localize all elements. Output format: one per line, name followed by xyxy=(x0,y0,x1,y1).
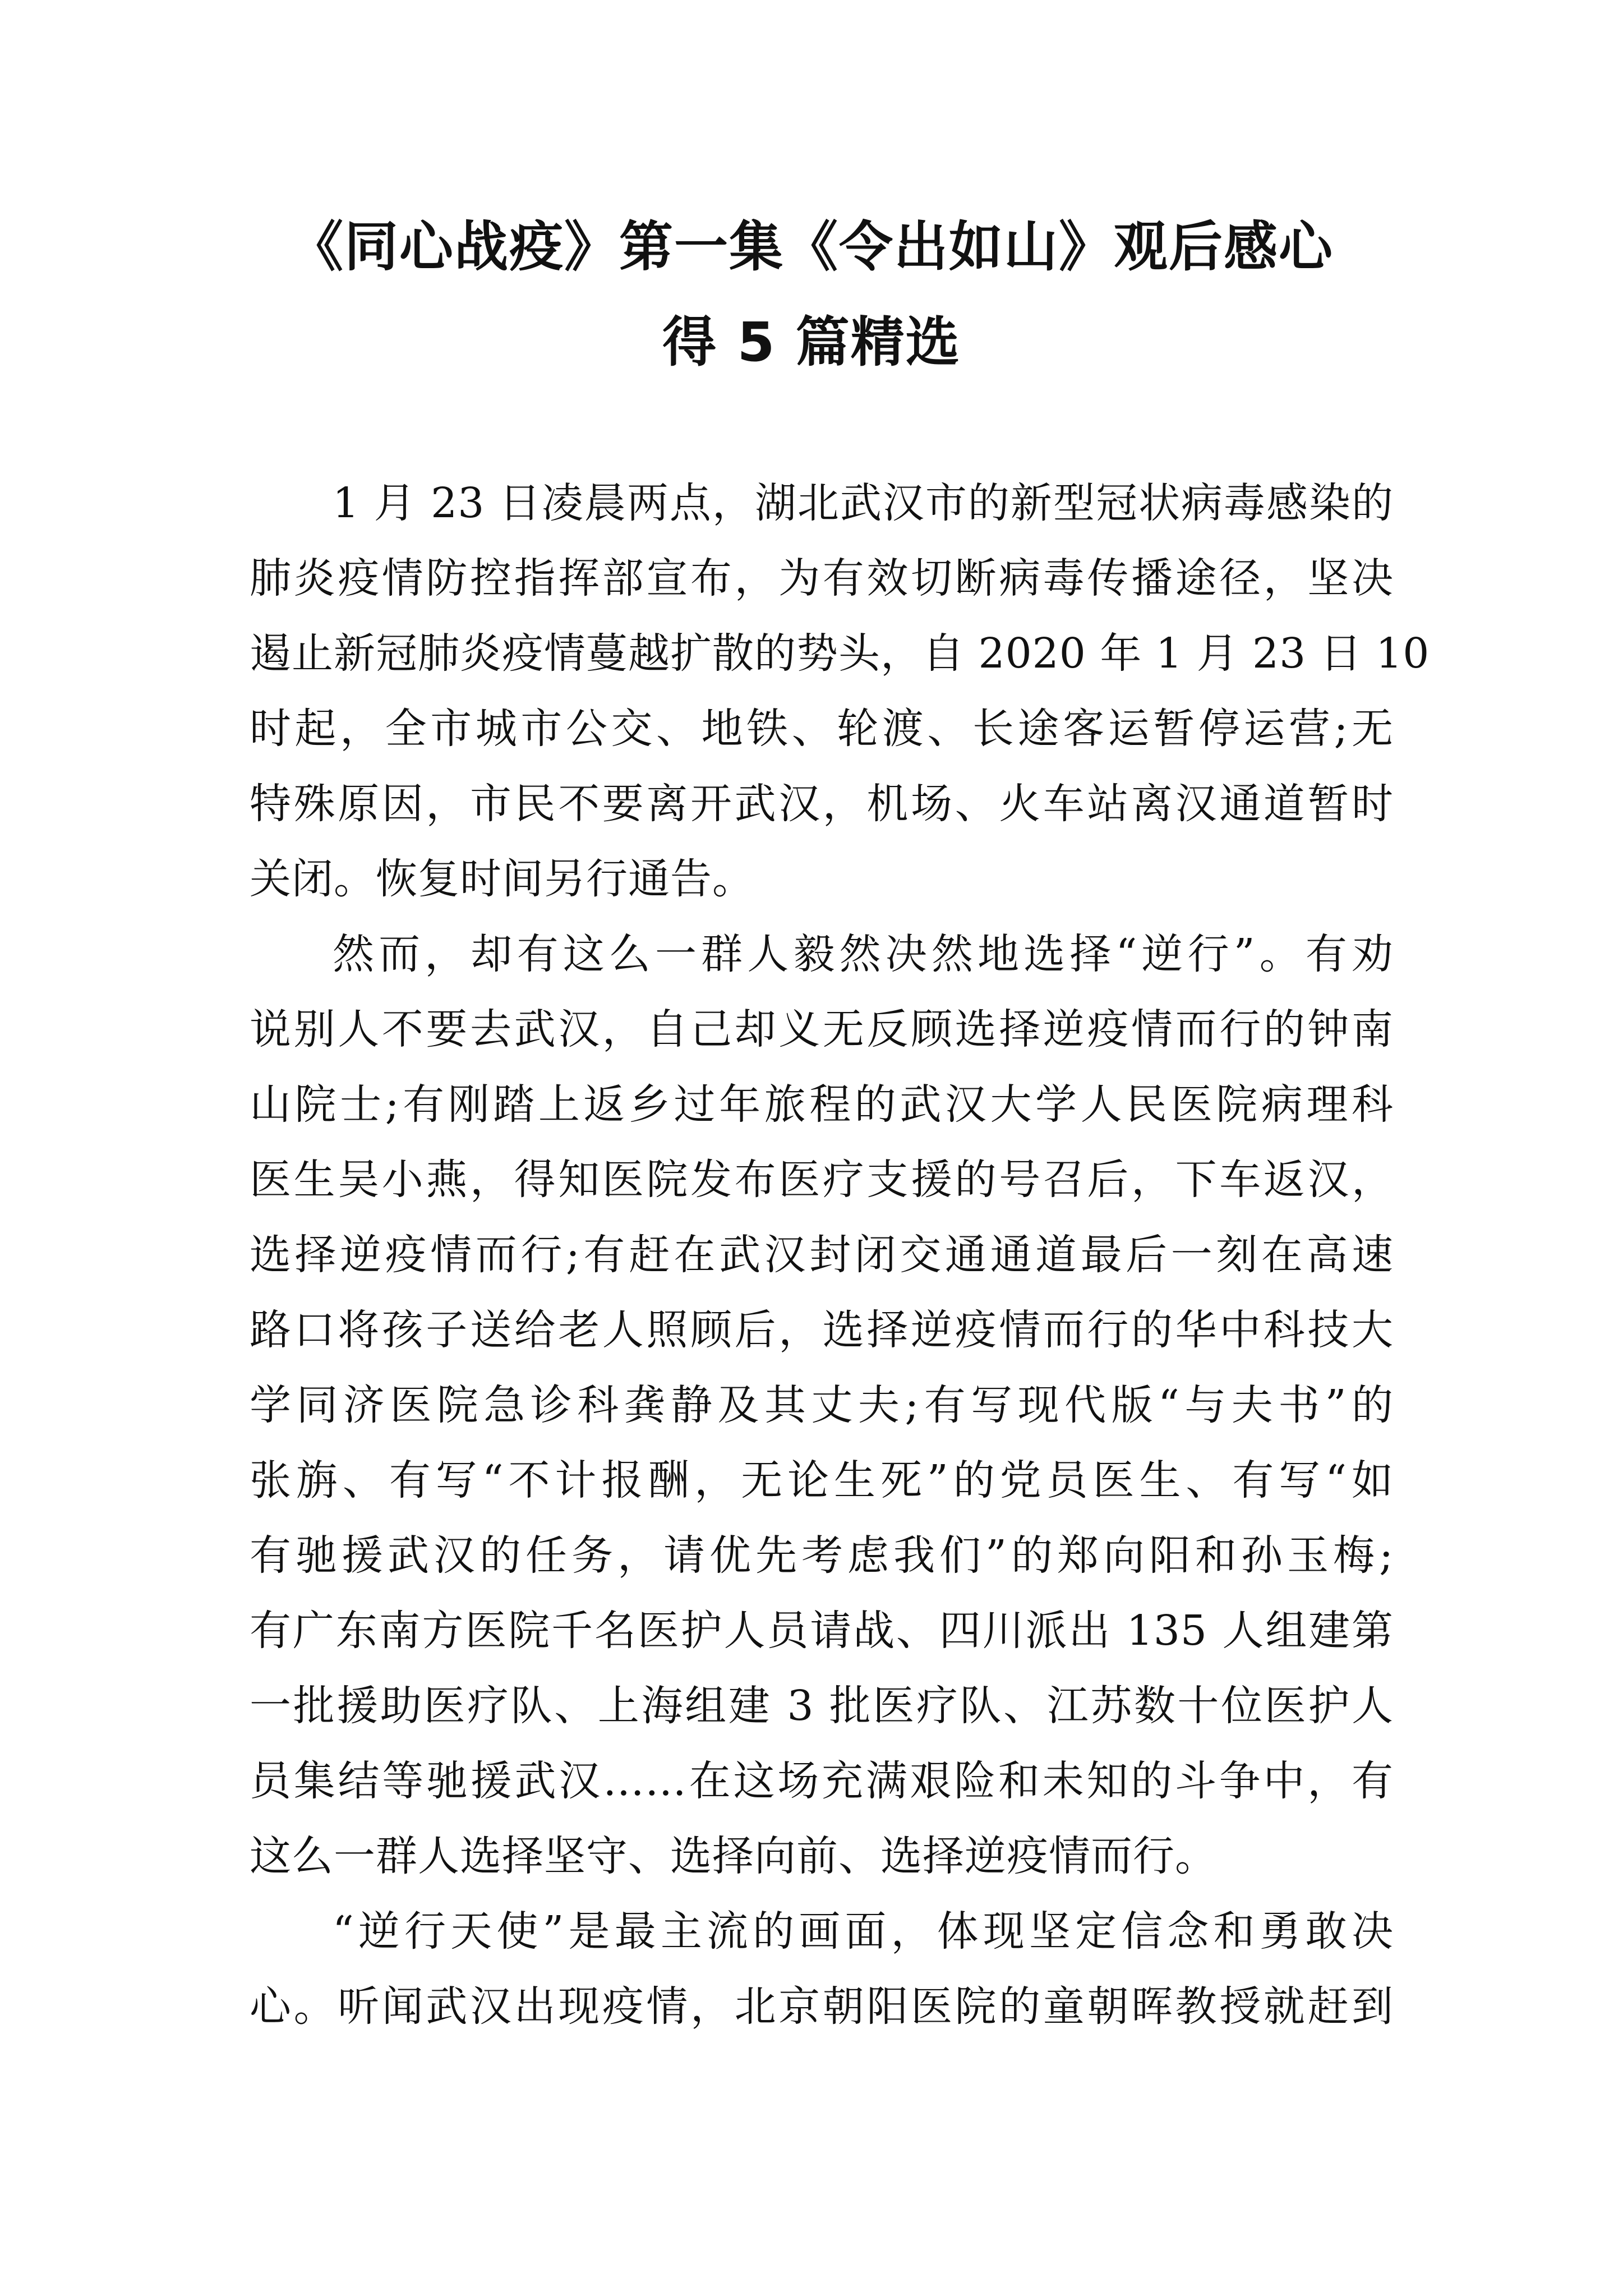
text-line: 1 月 23 日凌晨两点，湖北武汉市的新型冠状病毒感染的 xyxy=(333,479,1394,527)
text-line: 关闭。恢复时间另行通告。 xyxy=(250,855,754,903)
text-line: 有广东南方医院千名医护人员请战、四川派出 135 人组建第 xyxy=(250,1607,1394,1655)
text-line: 心。听闻武汉出现疫情，北京朝阳医院的童朝晖教授就赶到 xyxy=(250,1982,1394,2031)
text-line: 医生吴小燕，得知医院发布医疗支援的号召后，下车返汉， xyxy=(250,1156,1394,1204)
text-line: 这么一群人选择坚守、选择向前、选择逆疫情而行。 xyxy=(250,1832,1217,1880)
paragraph xyxy=(250,1894,1394,2044)
title-line: 得 5 篇精选 xyxy=(662,311,961,374)
text-line: 选择逆疫情而行;有赶在武汉封闭交通通道最后一刻在高速 xyxy=(250,1231,1394,1279)
text-line: 学同济医院急诊科龚静及其丈夫;有写现代版“与夫书”的 xyxy=(250,1381,1394,1429)
text-line: 然而，却有这么一群人毅然决然地选择“逆行”。有劝 xyxy=(333,930,1394,978)
text-line: 路口将孩子送给老人照顾后，选择逆疫情而行的华中科技大 xyxy=(250,1306,1394,1354)
text-line: 肺炎疫情防控指挥部宣布，为有效切断病毒传播途径，坚决 xyxy=(250,554,1394,602)
text-line: “逆行天使”是最主流的画面，体现坚定信念和勇敢决 xyxy=(333,1907,1394,1955)
text-line: 说别人不要去武汉，自己却义无反顾选择逆疫情而行的钟南 xyxy=(250,1005,1394,1053)
text-line: 时起，全市城市公交、地铁、轮渡、长途客运暂停运营;无 xyxy=(250,705,1394,753)
title-line: 《同心战疫》第一集《令出如山》观后感心 xyxy=(289,215,1334,278)
document-title xyxy=(236,199,1387,390)
text-line: 特殊原因，市民不要离开武汉，机场、火车站离汉通道暂时 xyxy=(250,780,1394,828)
text-line: 一批援助医疗队、上海组建 3 批医疗队、江苏数十位医护人 xyxy=(250,1682,1394,1730)
text-line: 有驰援武汉的任务，请优先考虑我们”的郑向阳和孙玉梅; xyxy=(250,1531,1394,1580)
text-line: 员集结等驰援武汉……在这场充满艰险和未知的斗争中，有 xyxy=(250,1757,1394,1805)
document-body xyxy=(250,466,1430,2044)
paragraph xyxy=(250,466,1430,917)
text-line: 山院士;有刚踏上返乡过年旅程的武汉大学人民医院病理科 xyxy=(250,1080,1394,1129)
text-line: 遏止新冠肺炎疫情蔓越扩散的势头，自 2020 年 1 月 23 日 10 xyxy=(250,629,1430,678)
paragraph xyxy=(250,917,1394,1894)
text-line: 张旃、有写“不计报酬，无论生死”的党员医生、有写“如 xyxy=(250,1456,1394,1504)
